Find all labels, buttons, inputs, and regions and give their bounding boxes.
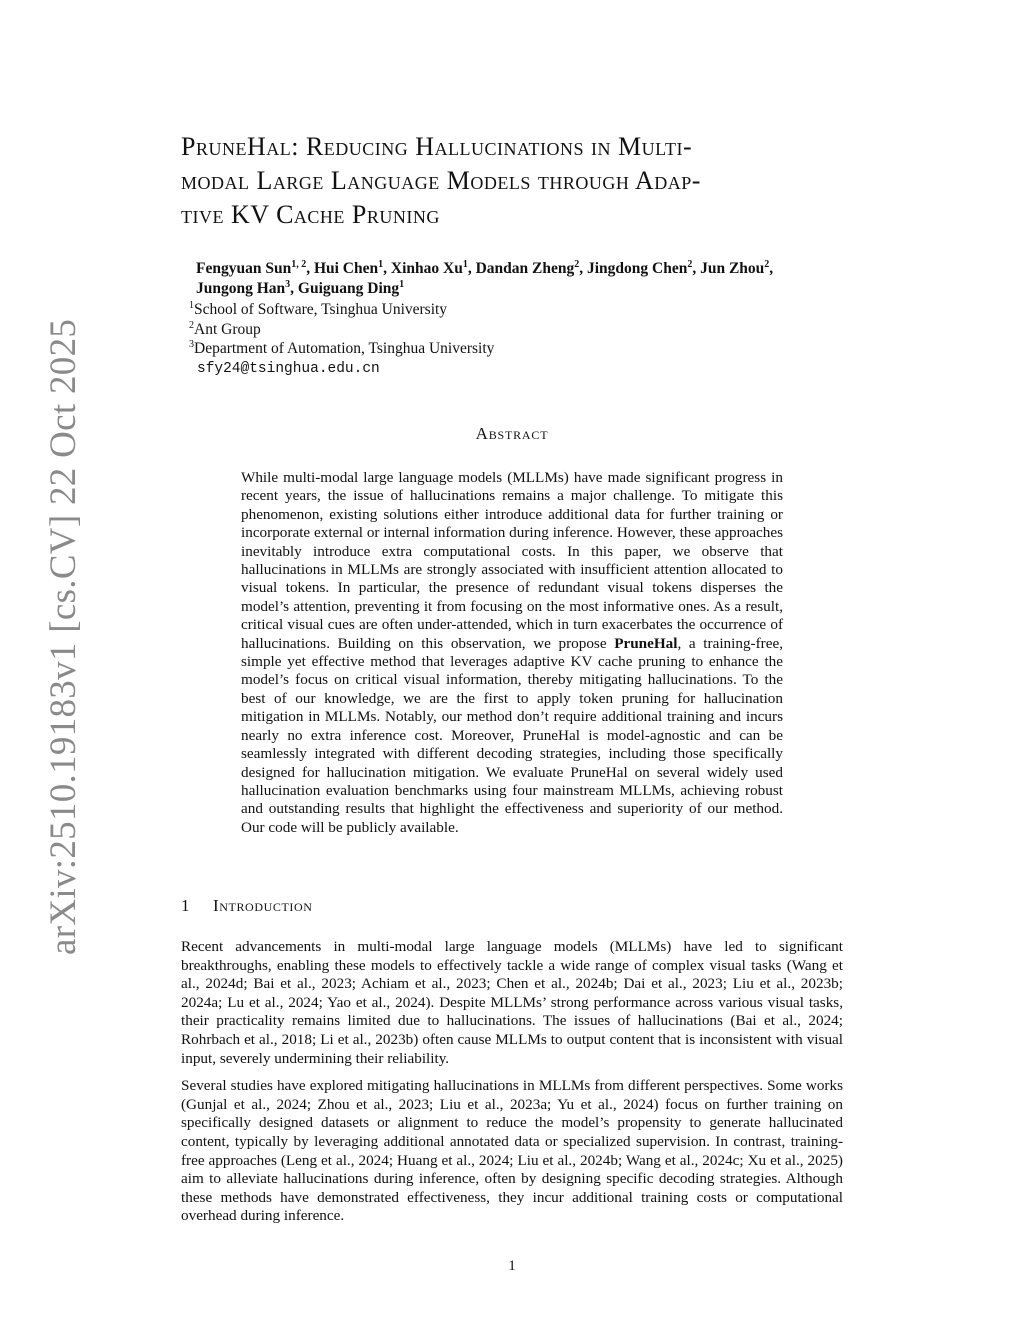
author-separator: ,: [579, 260, 587, 277]
author-name: Guiguang Ding: [297, 280, 400, 297]
author-separator: ,: [769, 260, 774, 277]
author-affil-mark: 2: [687, 258, 693, 270]
arxiv-identifier: arXiv:2510.19183v1 [cs.CV] 22 Oct 2025: [43, 318, 84, 955]
affiliation-text: School of Software, Tsinghua University: [194, 301, 448, 318]
author-separator: ,: [692, 260, 701, 277]
affiliation-mark: 1: [189, 299, 194, 311]
author-name: Hui Chen: [313, 260, 379, 277]
abstract-text-part: , a training-free, simple yet effective method that leverages adaptive KV cache pruning to enhance the model’s focus on critical visual information, thereby mitigating hallucinations. To the best of our knowledge, we are the first to apply token pruning for hallucination mitigation in MLLMs. Notably, our method don’t require additional training and incurs nearly no extra inference cost. Moreover, PruneHal is model-agnostic and can be seamlessly integrated with different decoding strategies, including those specifically designed for hallucination mitigation. We evaluate PruneHal on several widely used hallucination evaluation benchmarks using four mainstream MLLMs, achieving robust and outstanding results that highlight the effectiveness and superiority of our method. Our code will be publicly available.: [241, 634, 783, 836]
author-name: Xinhao Xu: [390, 260, 463, 277]
section-heading: [181, 896, 313, 916]
author-affil-mark: 3: [285, 278, 291, 290]
author-affil-mark: 1: [378, 258, 384, 270]
author-list: [196, 259, 856, 299]
affiliation: [189, 300, 689, 320]
title-line: modal Large Language Models through Adap-: [181, 166, 701, 195]
author-name: Fengyuan Sun: [196, 260, 292, 277]
method-name: PruneHal: [614, 634, 678, 652]
affiliation-text: Department of Automation, Tsinghua University: [194, 340, 495, 357]
affiliation-mark: 2: [189, 319, 194, 331]
author-affil-mark: 1: [399, 278, 405, 290]
author-affil-mark: 2: [764, 258, 770, 270]
affiliation-text: Ant Group: [194, 320, 261, 338]
title-line: tive KV Cache Pruning: [181, 200, 440, 229]
section-number: 1: [181, 896, 191, 915]
affiliation: [189, 320, 689, 340]
author-name: Jingdong Chen: [586, 260, 688, 277]
abstract-heading: Abstract: [475, 424, 549, 443]
abstract-text-part: While multi-modal large language models (MLLMs) have made significant progress in recent years, the issue of hallucinations remains a major challenge. To mitigate this phenomenon, existing solutions either introduce additional data for further training or incorporate external or internal information during inference. However, these approaches inevitably introduce extra computational costs. In this paper, we observe that hallucinations in MLLMs are strongly associated with insufficient attention allocated to visual tokens. In particular, the presence of redundant visual tokens disperses the model’s attention, preventing it from focusing on the most informative ones. As a result, critical visual cues are often under-attended, which in turn exacerbates the occurrence of hallucinations. Building on this observation, we propose: [241, 469, 783, 652]
author-separator: ,: [467, 260, 476, 277]
author-separator: ,: [383, 260, 391, 277]
author-affil-mark: 1: [462, 258, 468, 270]
section-title: Introduction: [213, 896, 313, 915]
introduction-body: [181, 938, 843, 1235]
affiliation-mark: 3: [189, 338, 194, 350]
author-separator: ,: [306, 260, 314, 277]
author-affil-mark: 1, 2: [291, 258, 307, 270]
author-name: Jun Zhou: [700, 260, 765, 277]
author-affil-mark: 2: [574, 258, 580, 270]
page-number: 1: [508, 1258, 516, 1274]
paragraph: Several studies have explored mitigating hallucinations in MLLMs from different perspectives. Some works (Gunjal et al., 2024; Zhou et al., 2023; Liu et al., 2023a; Yu et al., 2024) focus on further training on specifically designed datasets or alignment to reduce the model’s propensity to generate hallucinated content, typically by leveraging additional annotated data or specialized supervision. In contrast, training-free approaches (Leng et al., 2024; Huang et al., 2024; Liu et al., 2024b; Wang et al., 2024c; Xu et al., 2025) aim to alleviate hallucinations during inference, often by designing specific decoding strategies. Although these methods have demonstrated effectiveness, they incur additional training costs or computational overhead during inference.: [181, 1077, 843, 1225]
abstract-text: [241, 469, 783, 837]
affiliation: [189, 339, 689, 359]
contact-email: sfy24@tsinghua.edu.cn: [197, 360, 380, 377]
affiliation-list: [189, 300, 689, 379]
author-separator: ,: [290, 280, 298, 297]
paper-title: [181, 130, 861, 232]
paragraph: Recent advancements in multi-modal large language models (MLLMs) have led to significant breakthroughs, enabling these models to effectively tackle a wide range of complex visual tasks (Wang et al., 2024d; Bai et al., 2023; Achiam et al., 2023; Chen et al., 2024b; Dai et al., 2023; Liu et al., 2023b; 2024a; Lu et al., 2024; Yao et al., 2024). Despite MLLMs’ strong performance across various visual tasks, their practicality remains limited due to hallucinations. The issues of hallucinations (Bai et al., 2024; Rohrbach et al., 2018; Li et al., 2023b) often cause MLLMs to output content that is inconsistent with visual input, severely undermining their reliability.: [181, 938, 843, 1067]
author-name: Dandan Zheng: [475, 260, 575, 277]
author-name: Jungong Han: [196, 280, 286, 297]
title-line: PruneHal: Reducing Hallucinations in Multi-: [181, 132, 693, 161]
